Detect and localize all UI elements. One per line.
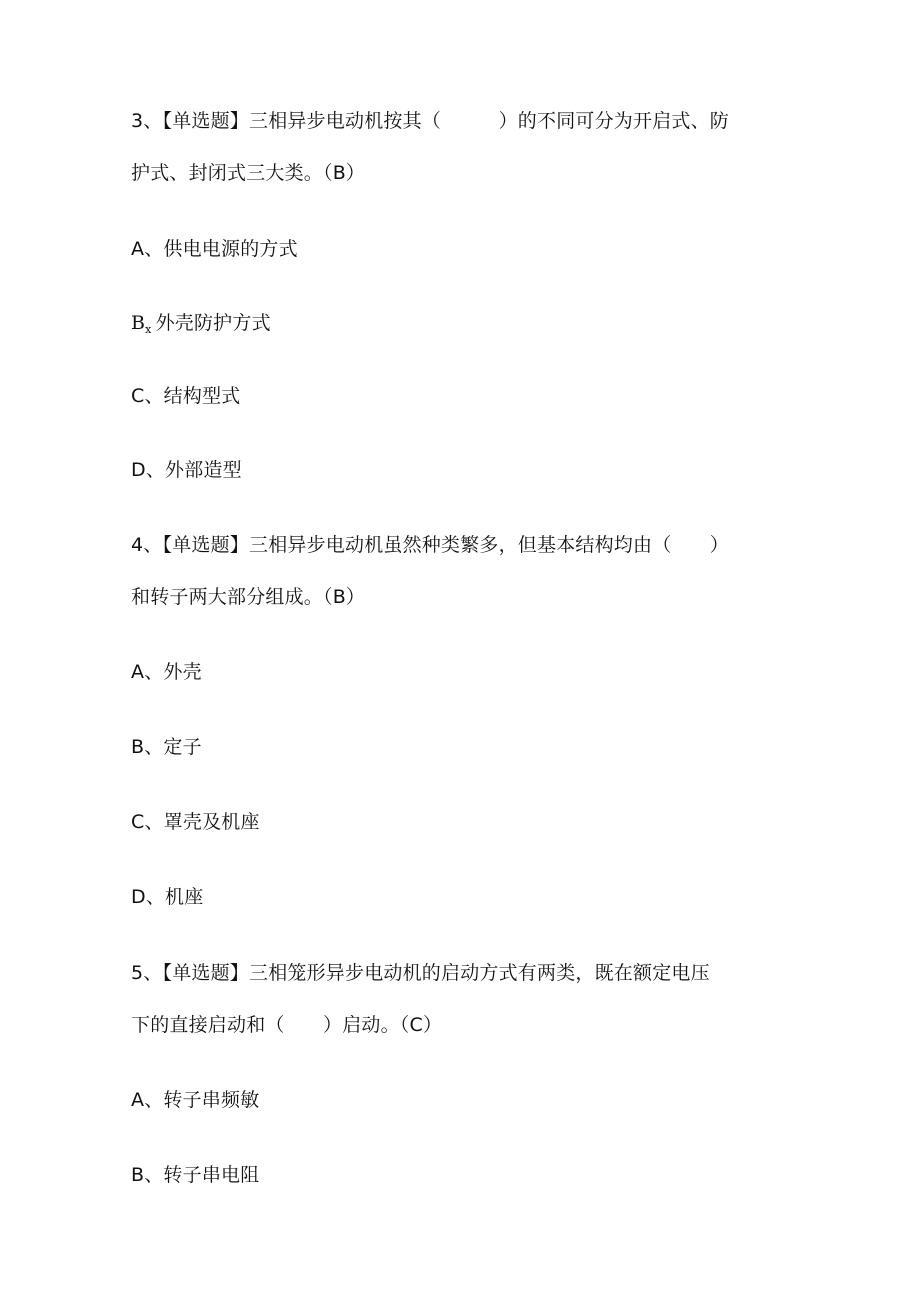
question-3-option-b-letter: B [131, 312, 146, 334]
question-3-option-d: D、外部造型 [131, 459, 242, 481]
question-4-option-d: D、机座 [131, 886, 204, 908]
question-4-option-b: B、定子 [131, 736, 202, 758]
question-5-text-line-2: 下的直接启动和（ ）启动。（C） [131, 1014, 443, 1036]
question-3-option-a: A、供电电源的方式 [131, 238, 298, 260]
question-3-text-line-1: 3、【单选题】三相异步电动机按其（ ）的不同可分为开启式、防 [131, 110, 729, 132]
question-3-option-b [131, 311, 271, 342]
question-5-text-line-1: 5、【单选题】三相笼形异步电动机的启动方式有两类，既在额定电压 [131, 962, 710, 984]
question-4-option-c: C、罩壳及机座 [131, 811, 260, 833]
question-5-option-a: A、转子串频敏 [131, 1089, 260, 1111]
question-4-text-line-1: 4、【单选题】三相异步电动机虽然种类繁多，但基本结构均由（ ） [131, 534, 729, 556]
question-3-text-line-2: 护式、封闭式三大类。（B） [131, 162, 366, 184]
question-3-option-b-text: 外壳防护方式 [155, 312, 271, 334]
question-4-option-a: A、外壳 [131, 661, 202, 683]
question-3-option-c: C、结构型式 [131, 385, 241, 407]
question-3-option-b-subscript: x [145, 323, 152, 336]
question-5-option-b: B、转子串电阻 [131, 1164, 260, 1186]
question-4-text-line-2: 和转子两大部分组成。（B） [131, 586, 366, 608]
